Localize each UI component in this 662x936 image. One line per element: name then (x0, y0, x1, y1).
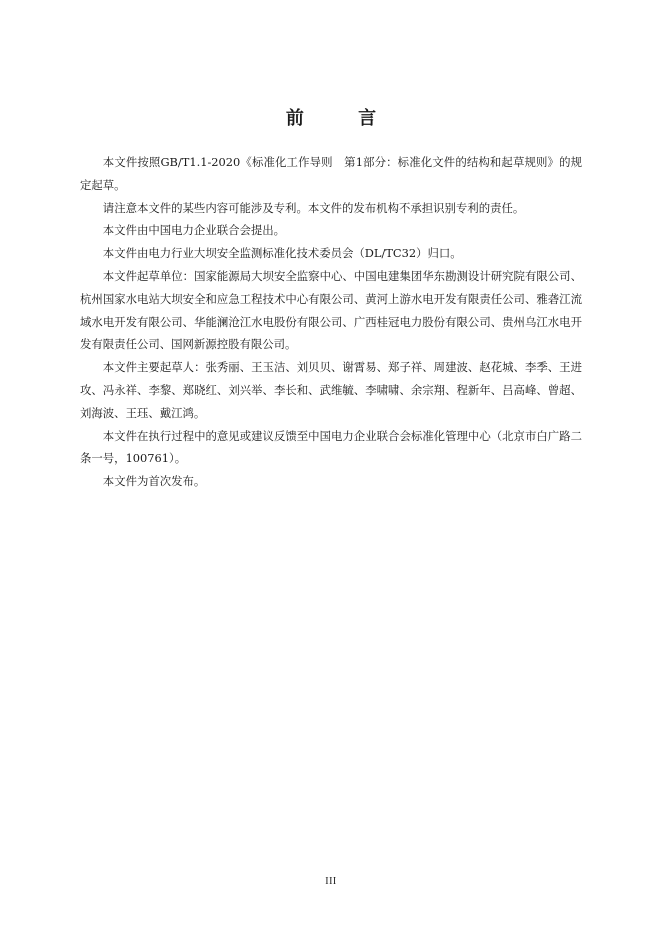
paragraph-proposed-by: 本文件由中国电力企业联合会提出。 (102, 223, 286, 238)
paragraph-drafting-organizations: 本文件起草单位：国家能源局大坝安全监察中心、中国电建集团华东勘测设计研究院有限公司、杭州国家水电站大坝安全和应急工程技术中心有限公司、黄河上游水电开发有限责任公司、雅砻江流域水电开发有限公司、华能澜沧江水电股份有限公司、广西桂冠电力股份有限公司、贵州乌江水电开发有限责任公司、国网新源控股有限公司。 (80, 268, 582, 352)
paragraph-main-drafters: 本文件主要起草人：张秀丽、王玉洁、刘贝贝、谢霄易、郑子祥、周建波、赵花城、李季、王进攻、冯永祥、李黎、郑晓红、刘兴举、李长和、武维毓、李啸啸、余宗翔、程新年、吕高峰、曾超、刘海波、王珏、戴江鸿。 (80, 360, 582, 420)
paragraph-first-release: 本文件为首次发布。 (102, 474, 206, 489)
paragraph-administered-by: 本文件由电力行业大坝安全监测标准化技术委员会（DL/TC32）归口。 (102, 246, 462, 261)
paragraph-drafting-rules: 本文件按照GB/T1.1-2020《标准化工作导则 第1部分：标准化文件的结构和起草规则》的规定起草。 (80, 155, 582, 192)
paragraph-patent-notice: 请注意本文件的某些内容可能涉及专利。本文件的发布机构不承担识别专利的责任。 (102, 200, 525, 215)
paragraph-feedback: 本文件在执行过程中的意见或建议反馈至中国电力企业联合会标准化管理中心（北京市白广路二条一号，100761）。 (80, 428, 582, 466)
foreword-body (80, 151, 582, 493)
page-number: III (325, 876, 337, 887)
page-title: 前 言 (285, 108, 401, 129)
